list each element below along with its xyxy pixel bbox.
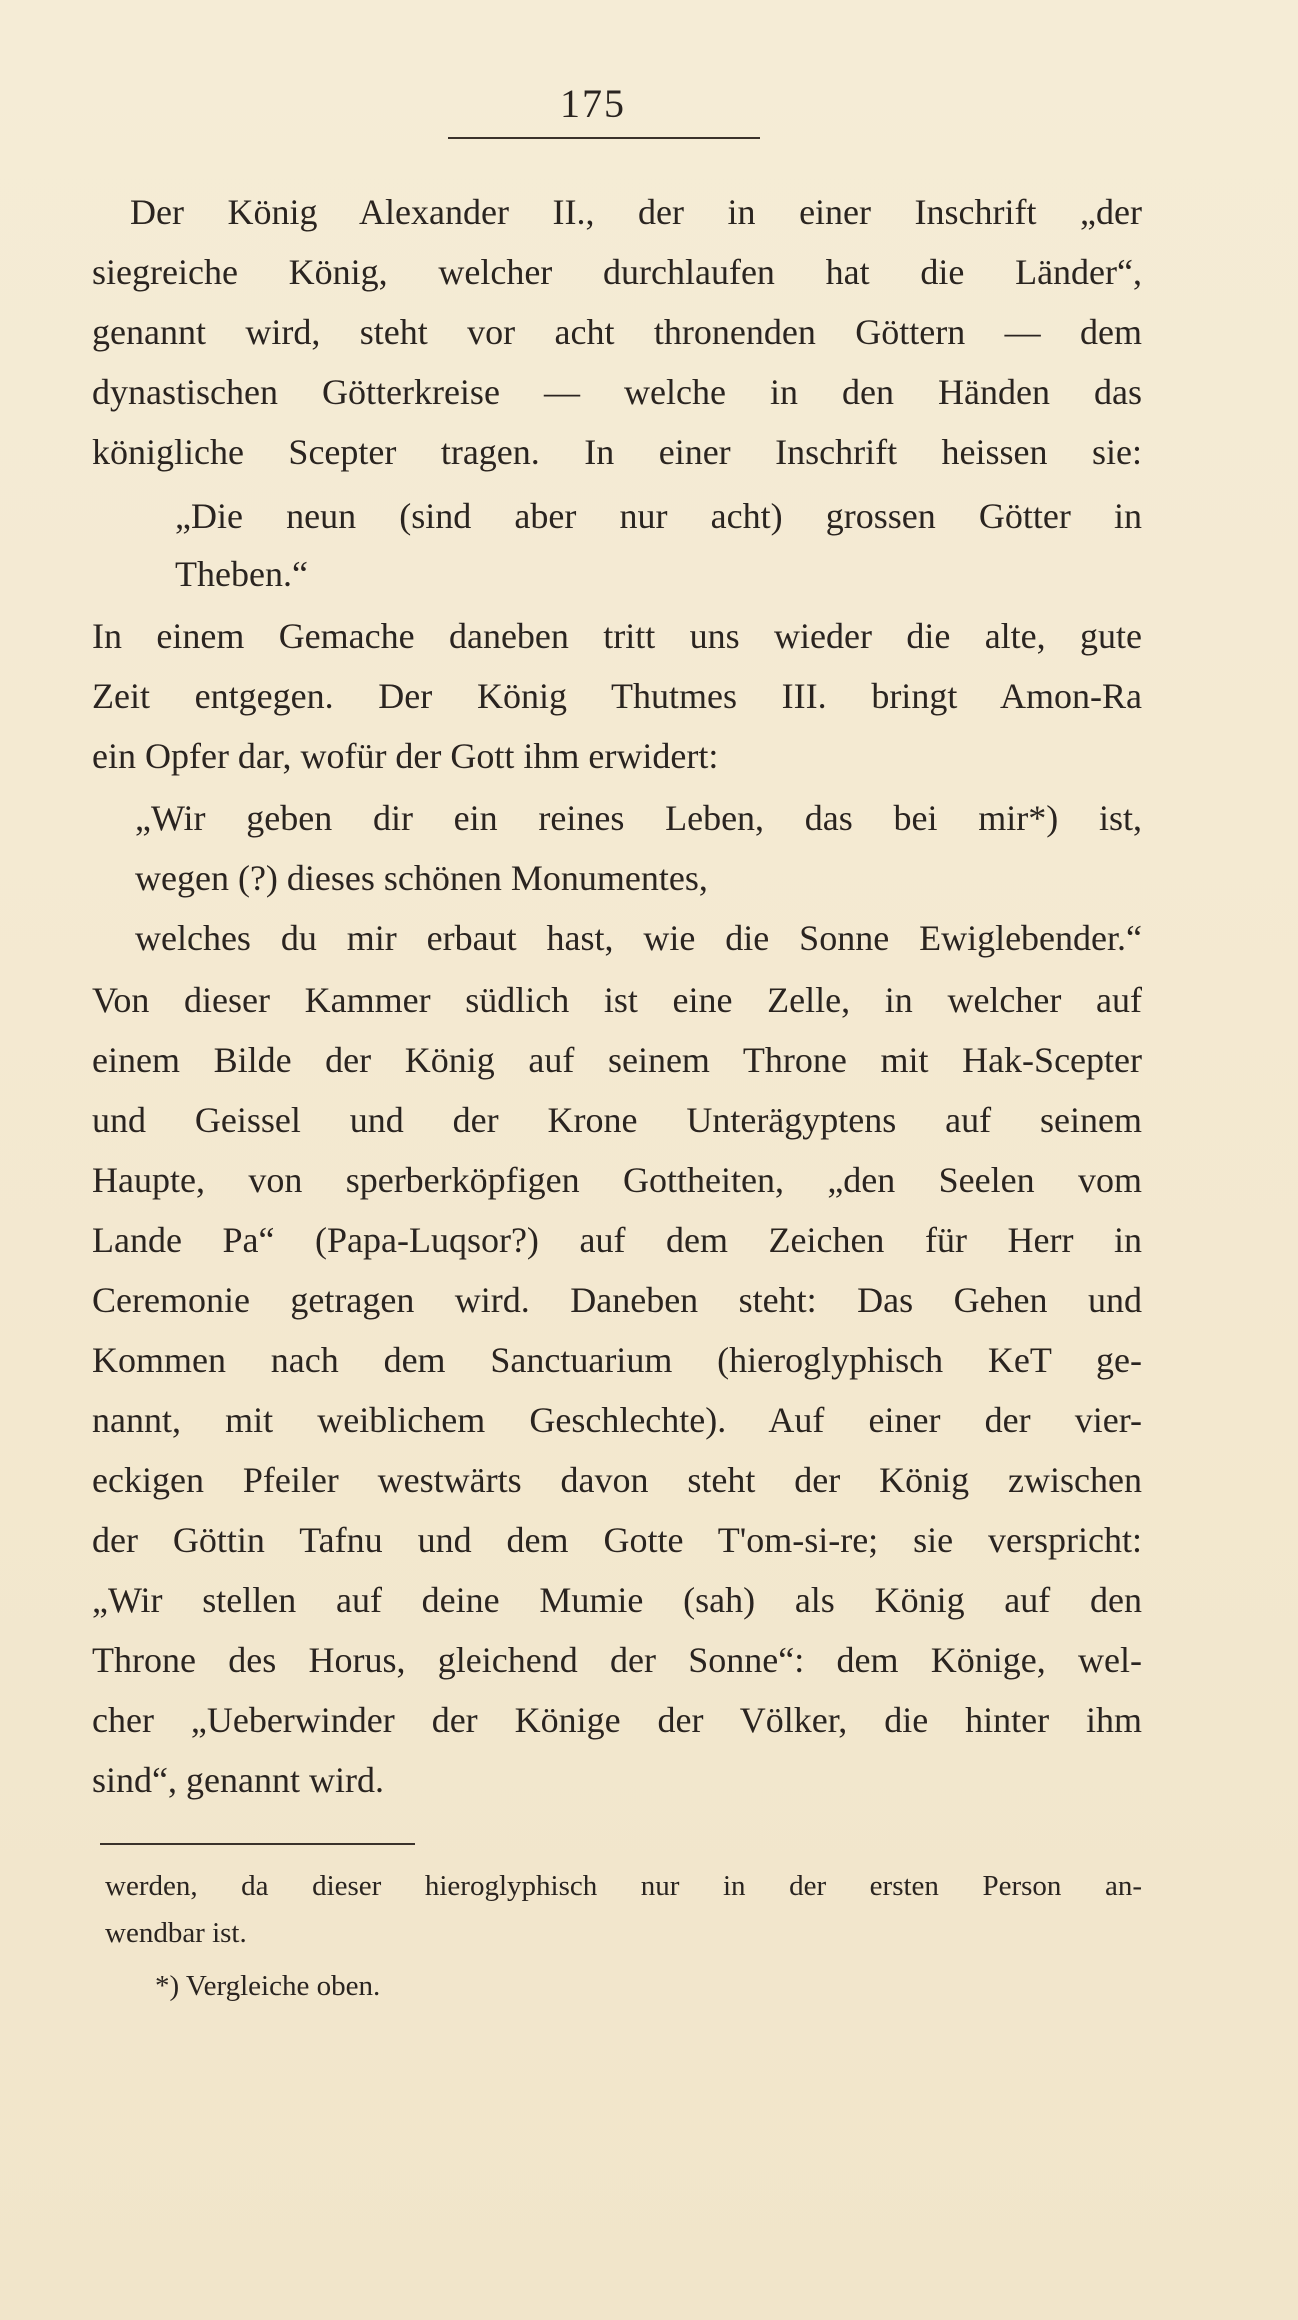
body-line: Theben.“: [175, 554, 308, 594]
body-line: ein Opfer dar, wofür der Gott ihm erwidert:: [92, 736, 719, 776]
body-line: „Wir stellen auf deine Mumie (sah) als König auf den: [92, 1580, 1142, 1620]
body-line: Throne des Horus, gleichend der Sonne“: dem Könige, wel-: [92, 1640, 1142, 1680]
body-line: Lande Pa“ (Papa-Luqsor?) auf dem Zeichen für Herr in: [92, 1220, 1142, 1260]
body-line: Haupte, von sperberköpfigen Gottheiten, „den Seelen vom: [92, 1160, 1142, 1200]
body-line: sind“, genannt wird.: [92, 1760, 384, 1800]
body-line: wegen (?) dieses schönen Monumentes,: [135, 858, 708, 898]
footnote-line: werden, da dieser hieroglyphisch nur in der ersten Person an-: [105, 1870, 1142, 1902]
body-line: nannt, mit weiblichem Geschlechte). Auf einer der vier-: [92, 1400, 1142, 1440]
body-line: cher „Ueberwinder der Könige der Völker, die hinter ihm: [92, 1700, 1142, 1740]
body-line: siegreiche König, welcher durchlaufen hat die Länder“,: [92, 252, 1142, 292]
body-line: eckigen Pfeiler westwärts davon steht der König zwischen: [92, 1460, 1142, 1500]
body-line: dynastischen Götterkreise — welche in den Händen das: [92, 372, 1142, 412]
body-line: In einem Gemache daneben tritt uns wieder die alte, gute: [92, 616, 1142, 656]
body-line: Ceremonie getragen wird. Daneben steht: Das Gehen und: [92, 1280, 1142, 1320]
body-line: Von dieser Kammer südlich ist eine Zelle, in welcher auf: [92, 980, 1142, 1020]
body-line: Kommen nach dem Sanctuarium (hieroglyphisch KeT ge-: [92, 1340, 1142, 1380]
footnote-line: *) Vergleiche oben.: [155, 1970, 381, 2002]
body-line: „Wir geben dir ein reines Leben, das bei mir*) ist,: [135, 798, 1142, 838]
footnote-rule: [100, 1843, 415, 1845]
body-line: „Die neun (sind aber nur acht) grossen Götter in: [175, 496, 1142, 536]
header-rule: [448, 137, 760, 139]
footnote-line: wendbar ist.: [105, 1917, 247, 1949]
body-line: genannt wird, steht vor acht thronenden Göttern — dem: [92, 312, 1142, 352]
body-line: einem Bilde der König auf seinem Throne mit Hak-Scepter: [92, 1040, 1142, 1080]
body-line: welches du mir erbaut hast, wie die Sonne Ewiglebender.“: [135, 918, 1142, 958]
body-line: der Göttin Tafnu und dem Gotte T'om-si-re; sie verspricht:: [92, 1520, 1142, 1560]
body-line: und Geissel und der Krone Unterägyptens auf seinem: [92, 1100, 1142, 1140]
body-line: Zeit entgegen. Der König Thutmes III. bringt Amon-Ra: [92, 676, 1142, 716]
body-line: Der König Alexander II., der in einer Inschrift „der: [130, 192, 1142, 232]
body-line: königliche Scepter tragen. In einer Inschrift heissen sie:: [92, 432, 1142, 472]
page-number: 175: [560, 81, 626, 126]
